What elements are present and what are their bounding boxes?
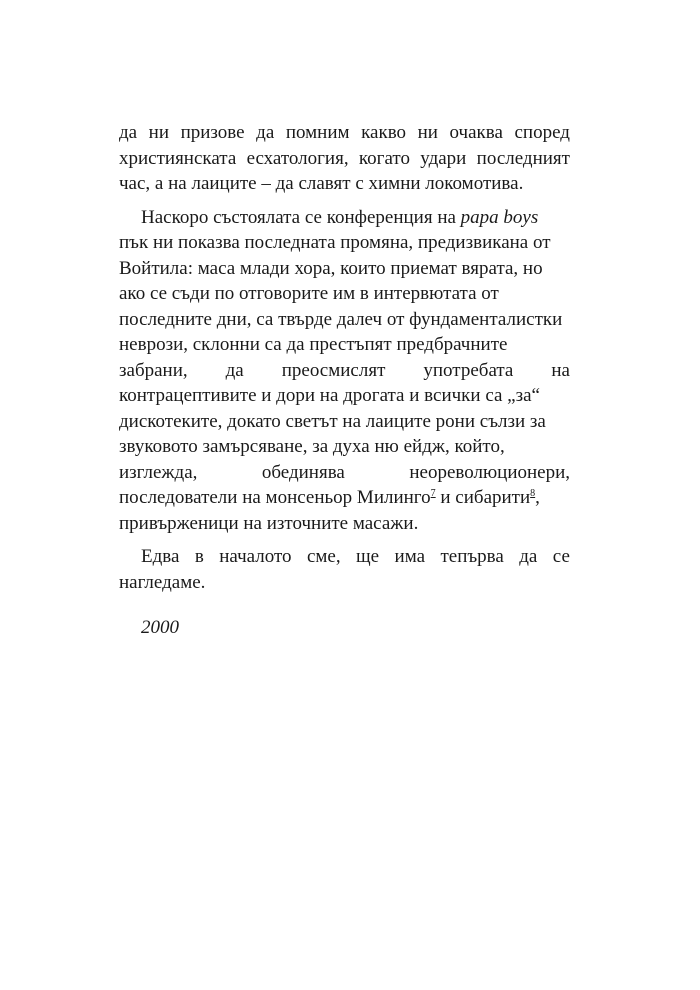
word: очаква — [449, 122, 503, 143]
word: да — [519, 546, 538, 567]
text-segment: Наскоро състоялата се конференция на — [141, 206, 456, 228]
word: ще — [356, 546, 380, 567]
word: призове — [180, 122, 245, 143]
text-segment: , — [535, 487, 540, 508]
text-line: последните дни, са твърде далеч от фундаменталистки — [119, 308, 563, 330]
word: се — [552, 546, 570, 567]
text-line: неврози, склонни са да престъпят предбрачните — [119, 334, 508, 355]
word: когато — [358, 147, 410, 169]
word: есхатология, — [246, 147, 349, 169]
word: да — [225, 359, 244, 381]
text-segment: последователи на монсеньор Милинго — [119, 487, 431, 508]
word: според — [514, 122, 570, 143]
text-segment: и сибарити — [435, 487, 531, 508]
text-line: звуковото замърсяване, за духа ню ейдж, който, — [119, 436, 505, 457]
text-line: час, а на лаиците – да славят с химни локомотива. — [119, 173, 524, 194]
text-line: ако се съди по отговорите им в интервютата от — [119, 283, 499, 304]
word: забрани, — [119, 359, 188, 381]
text-line: пък ни показва последната промяна, предизвикана от — [119, 232, 551, 253]
word: какво — [361, 122, 407, 143]
word: в — [194, 546, 204, 567]
word: началото — [219, 546, 292, 567]
word: удари — [420, 147, 467, 169]
word: сме, — [306, 546, 341, 567]
word: има — [394, 546, 426, 567]
text-line — [119, 120, 570, 146]
word: преосмислят — [281, 359, 386, 381]
word: християнската — [119, 147, 237, 169]
text-line: привърженици на източните масажи. — [119, 512, 419, 534]
word: тепърва — [440, 546, 504, 567]
text-line-justified — [119, 358, 570, 384]
italic-term: papa boys — [460, 206, 539, 228]
text-line: контрацептивите и дори на дрогата и всички са „за“ — [119, 385, 540, 406]
word: изглежда, — [119, 461, 198, 483]
word: Едва — [141, 546, 180, 567]
footnote-ref-8[interactable]: 8 — [530, 488, 536, 499]
text-line — [119, 146, 570, 172]
word: употребата — [423, 359, 514, 381]
page-body-text — [119, 120, 570, 641]
word: обединява — [261, 461, 345, 483]
word: последният — [476, 147, 570, 169]
word: ни — [148, 122, 170, 143]
text-line-justified — [119, 460, 570, 486]
word: неореволюционери, — [409, 461, 570, 483]
text-line: Войтила: маса млади хора, които приемат вярата, но — [119, 257, 543, 279]
footnote-ref-7[interactable]: 7 — [430, 488, 436, 499]
word: помним — [285, 122, 350, 143]
text-line: дискотеките, докато светът на лаиците рони сълзи за — [119, 410, 546, 432]
text-line — [119, 485, 570, 511]
text-line — [119, 205, 570, 231]
text-line — [119, 544, 570, 570]
word: да — [256, 122, 275, 143]
word: да — [119, 122, 138, 143]
year-date: 2000 — [141, 617, 179, 638]
word: ни — [417, 122, 438, 143]
text-line: нагледаме. — [119, 571, 206, 593]
word: на — [551, 359, 570, 381]
